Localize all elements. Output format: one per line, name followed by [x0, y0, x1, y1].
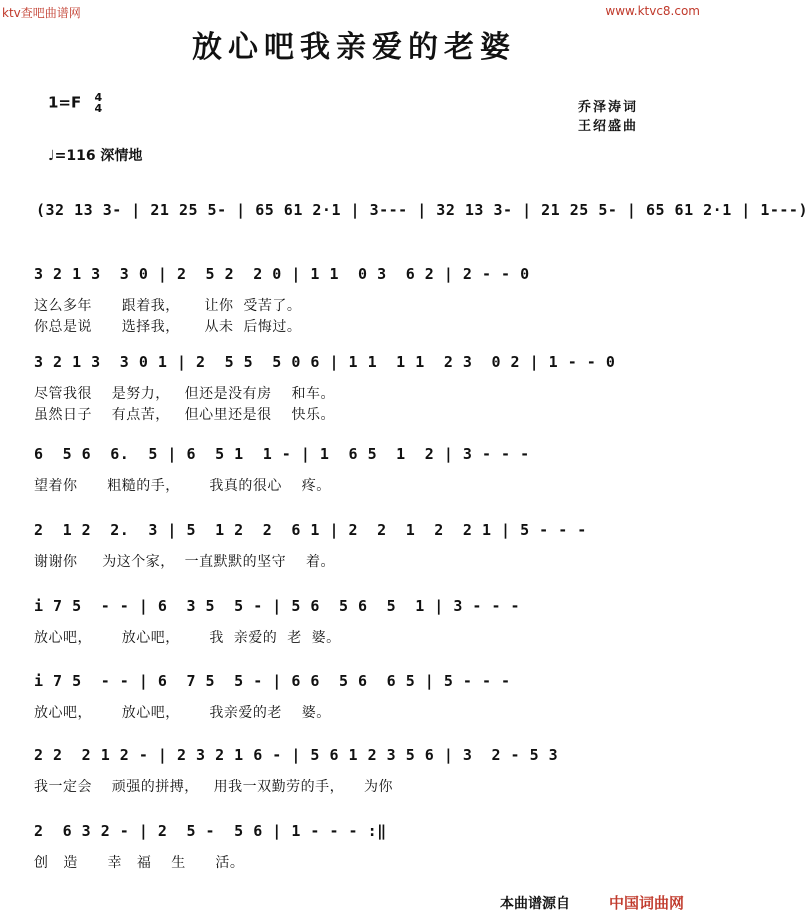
lyric-row: 这么多年 跟着我， 让你 受苦了。 — [34, 298, 302, 314]
note-row: 2 2 2 1 2 - | 2 3 2 1 6 - | 5 6 1 2 3 5 6 | 3 2 - 5 3 — [34, 746, 559, 764]
footer-label: 本曲谱源自 — [500, 896, 570, 912]
note-row: 6 5 6 6. 5 | 6 5 1 1 - | 1 6 5 1 2 | 3 - - - — [34, 445, 530, 463]
song-title: 放心吧我亲爱的老婆 — [192, 30, 516, 65]
time-top: 4 — [94, 91, 103, 104]
lyric-row: 尽管我很 是努力， 但还是没有房 和车。 — [34, 386, 335, 402]
lyric-row: 谢谢你 为这个家， 一直默默的坚守 着。 — [34, 554, 335, 570]
note-row: 2 1 2 2. 3 | 5 1 2 2 6 1 | 2 2 1 2 2 1 | 5 - - - — [34, 521, 587, 539]
note-row: 3 2 1 3 3 0 | 2 5 2 2 0 | 1 1 0 3 6 2 | 2 - - 0 — [34, 265, 530, 283]
intro-notes: (32 13 3- | 21 25 5- | 65 61 2·1 | 3--- | 32 13 3- | 21 25 5- | 65 61 2·1 | 1---) — [36, 201, 808, 219]
lyricist-credit: 乔泽涛词 — [578, 100, 639, 115]
note-row: 2 6 3 2 - | 2 5 - 5 6 | 1 - - - :‖ — [34, 822, 387, 840]
key-label: 1=F — [48, 93, 82, 112]
note-row: i 7 5 - - | 6 7 5 5 - | 6 6 5 6 6 5 | 5 - - - — [34, 672, 511, 690]
lyric-row: 我一定会 顽强的拼搏， 用我一双勤劳的手， 为你 — [34, 779, 393, 795]
lyric-row: 创 造 幸 福 生 活。 — [34, 855, 245, 871]
time-bottom: 4 — [94, 102, 103, 115]
note-row: i 7 5 - - | 6 3 5 5 - | 5 6 5 6 5 1 | 3 - - - — [34, 597, 521, 615]
time-signature — [95, 92, 103, 114]
footer-site: 中国词曲网 — [609, 894, 685, 912]
lyric-row: 你总是说 选择我， 从未 后悔过。 — [34, 319, 302, 335]
key-signature — [48, 92, 102, 114]
composer-credit: 王绍盛曲 — [578, 119, 639, 134]
lyric-row: 虽然日子 有点苦， 但心里还是很 快乐。 — [34, 407, 335, 423]
note-row: 3 2 1 3 3 0 1 | 2 5 5 5 0 6 | 1 1 1 1 2 3 0 2 | 1 - - 0 — [34, 353, 616, 371]
lyric-row: 放心吧， 放心吧， 我亲爱的老 婆。 — [34, 705, 331, 721]
lyric-row: 望着你 粗糙的手， 我真的很心 疼。 — [34, 478, 331, 494]
watermark-left: ktv查吧曲谱网 — [2, 6, 81, 20]
lyric-row: 放心吧， 放心吧， 我 亲爱的 老 婆。 — [34, 630, 341, 646]
watermark-right: www.ktvc8.com — [605, 4, 700, 18]
tempo-marking: ♩=116 深情地 — [48, 148, 143, 164]
